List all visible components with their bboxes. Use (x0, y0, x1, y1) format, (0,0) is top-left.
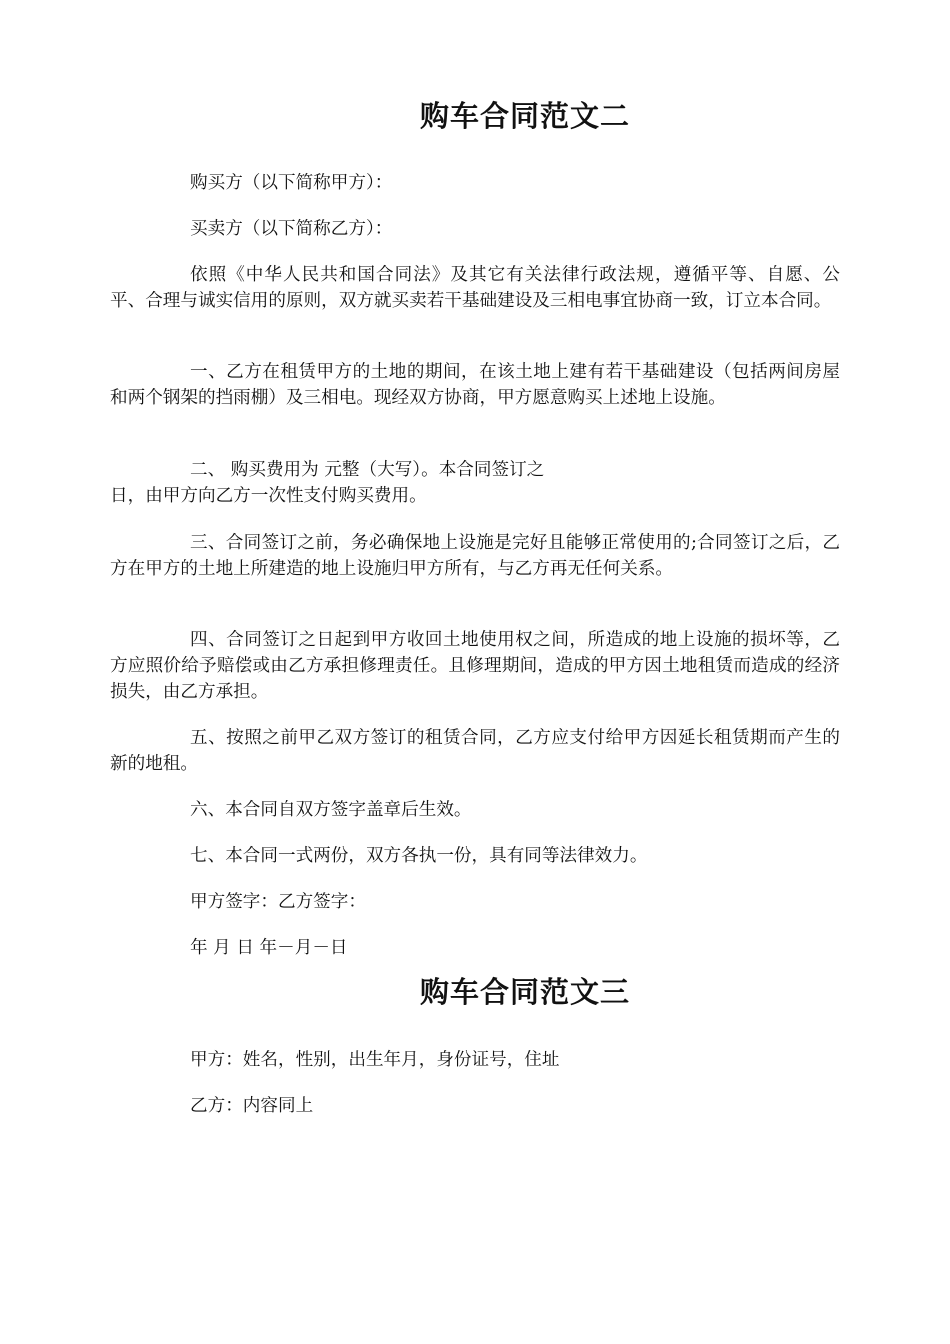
clause-1: 一、乙方在租赁甲方的土地的期间，在该土地上建有若干基础建设（包括两间房屋和两个钢架的挡雨棚）及三相电。现经双方协商，甲方愿意购买上述地上设施。 (110, 362, 840, 408)
clause-7: 七、本合同一式两份，双方各执一份，具有同等法律效力。 (190, 846, 648, 866)
signature-line: 甲方签字：乙方签字： (190, 892, 366, 912)
clause-5: 五、按照之前甲乙双方签订的租赁合同，乙方应支付给甲方因延长租赁期而产生的新的地租。 (110, 728, 840, 774)
seller-line: 买卖方（以下简称乙方）： (190, 219, 393, 239)
preamble-paragraph: 依照《中华人民共和国合同法》及其它有关法律行政法规，遵循平等、自愿、公平、合理与诚实信用的原则，双方就买卖若干基础建设及三相电事宜协商一致，订立本合同。 (110, 265, 840, 311)
buyer-line: 购买方（以下简称甲方）： (190, 173, 393, 193)
clause-4: 四、合同签订之日起到甲方收回土地使用权之间，所造成的地上设施的损坏等，乙方应照价给予赔偿或由乙方承担修理责任。且修理期间，造成的甲方因土地租赁而造成的经济损失，由乙方承担。 (110, 630, 840, 702)
clause-6: 六、本合同自双方签字盖章后生效。 (190, 800, 472, 820)
section3-title: 购车合同范文三 (419, 975, 630, 1009)
clause-2-line-2: 日，由甲方向乙方一次性支付购买费用。 (110, 486, 427, 506)
section2-title: 购车合同范文二 (419, 99, 630, 133)
clause-2 (110, 457, 840, 509)
date-line: 年 月 日 年－月－日 (190, 938, 348, 958)
party-b-line: 乙方：内容同上 (190, 1096, 314, 1116)
party-a-line: 甲方：姓名，性别，出生年月，身份证号，住址 (190, 1050, 560, 1070)
clause-2-line-1: 二、 购买费用为 元整（大写）。本合同签订之 (190, 460, 545, 480)
clause-3: 三、合同签订之前，务必确保地上设施是完好且能够正常使用的;合同签订之后，乙方在甲方的土地上所建造的地上设施归甲方所有，与乙方再无任何关系。 (110, 533, 840, 579)
